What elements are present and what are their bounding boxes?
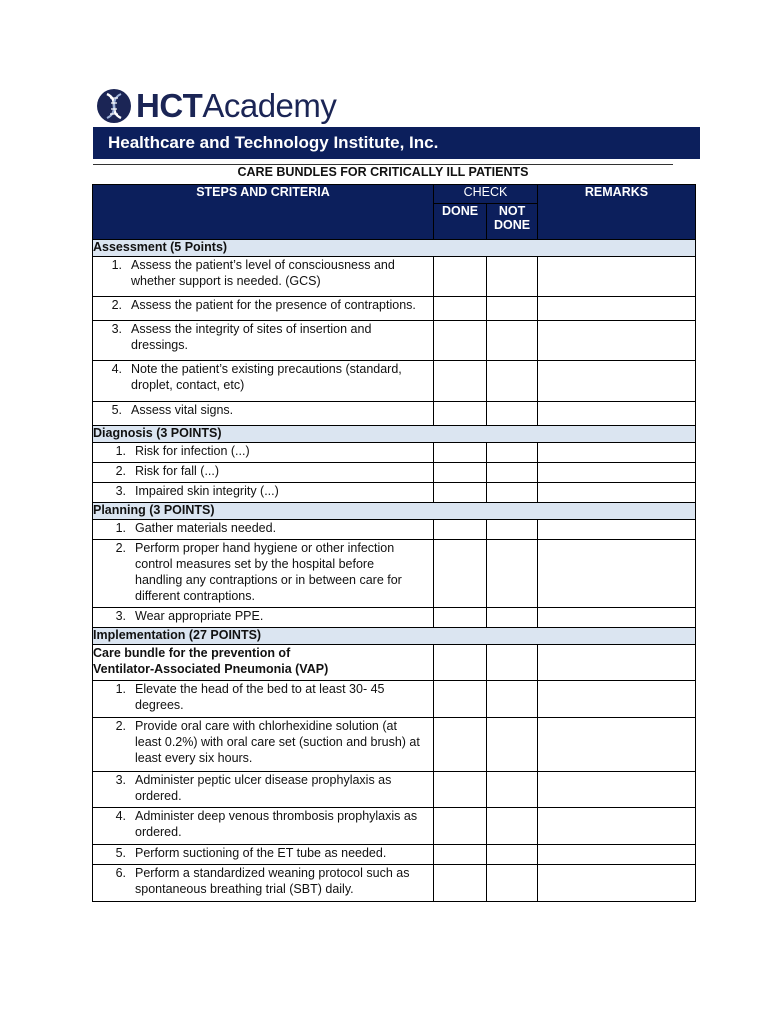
done-cell[interactable] <box>434 540 487 608</box>
not-done-cell[interactable] <box>487 540 538 608</box>
table-row <box>93 808 696 845</box>
section-row-planning <box>93 503 696 520</box>
section-label: Planning (3 POINTS) <box>93 503 696 520</box>
table-row <box>93 865 696 902</box>
not-done-cell[interactable] <box>487 865 538 902</box>
header-done: DONE <box>434 204 487 240</box>
remarks-cell[interactable] <box>538 608 696 628</box>
not-done-cell[interactable] <box>487 483 538 503</box>
step-cell: 2. Perform proper hand hygiene or other infection control measures set by the hospital before handling any contraptions or in between care for different contraptions. <box>93 540 434 608</box>
header-steps: STEPS AND CRITERIA <box>93 185 434 240</box>
not-done-cell[interactable] <box>487 520 538 540</box>
done-cell[interactable] <box>434 808 487 845</box>
section-label: Implementation (27 POINTS) <box>93 628 696 645</box>
table-row <box>93 463 696 483</box>
dna-globe-icon <box>96 88 132 124</box>
not-done-cell[interactable] <box>487 361 538 402</box>
done-cell[interactable] <box>434 361 487 402</box>
table-row <box>93 257 696 297</box>
table-row <box>93 845 696 865</box>
remarks-cell[interactable] <box>538 321 696 361</box>
not-done-cell[interactable] <box>487 645 538 681</box>
done-cell[interactable] <box>434 772 487 808</box>
step-cell: 1. Elevate the head of the bed to at least 30- 45 degrees. <box>93 681 434 718</box>
not-done-cell[interactable] <box>487 443 538 463</box>
not-done-cell[interactable] <box>487 463 538 483</box>
step-cell: 5. Assess vital signs. <box>93 402 434 426</box>
hct-logo <box>96 86 336 126</box>
not-done-cell[interactable] <box>487 608 538 628</box>
remarks-cell[interactable] <box>538 718 696 772</box>
done-cell[interactable] <box>434 608 487 628</box>
section-label: Assessment (5 Points) <box>93 240 696 257</box>
step-cell: 1. Assess the patient’s level of consciousness and whether support is needed. (GCS) <box>93 257 434 297</box>
table-row <box>93 402 696 426</box>
table-row <box>93 443 696 463</box>
vap-subheading: Care bundle for the prevention of Ventilator-Associated Pneumonia (VAP) <box>93 645 434 681</box>
remarks-cell[interactable] <box>538 845 696 865</box>
step-cell: 1. Gather materials needed. <box>93 520 434 540</box>
step-cell: 1. Risk for infection (...) <box>93 443 434 463</box>
document-title: CARE BUNDLES FOR CRITICALLY ILL PATIENTS <box>237 165 529 179</box>
done-cell[interactable] <box>434 297 487 321</box>
remarks-cell[interactable] <box>538 297 696 321</box>
done-cell[interactable] <box>434 718 487 772</box>
done-cell[interactable] <box>434 402 487 426</box>
remarks-cell[interactable] <box>538 540 696 608</box>
table-row <box>93 361 696 402</box>
not-done-cell[interactable] <box>487 808 538 845</box>
table-row <box>93 608 696 628</box>
not-done-cell[interactable] <box>487 297 538 321</box>
table-row <box>93 321 696 361</box>
remarks-cell[interactable] <box>538 361 696 402</box>
step-cell: 2. Provide oral care with chlorhexidine solution (at least 0.2%) with oral care set (suction and brush) at least every six hours. <box>93 718 434 772</box>
table-row <box>93 483 696 503</box>
step-cell: 2. Assess the patient for the presence of contraptions. <box>93 297 434 321</box>
remarks-cell[interactable] <box>538 520 696 540</box>
checklist-table <box>92 184 696 902</box>
remarks-cell[interactable] <box>538 865 696 902</box>
remarks-cell[interactable] <box>538 808 696 845</box>
remarks-cell[interactable] <box>538 402 696 426</box>
table-row <box>93 681 696 718</box>
not-done-cell[interactable] <box>487 845 538 865</box>
done-cell[interactable] <box>434 483 487 503</box>
done-cell[interactable] <box>434 681 487 718</box>
remarks-cell[interactable] <box>538 772 696 808</box>
not-done-cell[interactable] <box>487 321 538 361</box>
not-done-cell[interactable] <box>487 772 538 808</box>
table-row <box>93 520 696 540</box>
logo-wordmark: HCTAcademy <box>136 87 337 124</box>
remarks-cell[interactable] <box>538 645 696 681</box>
remarks-cell[interactable] <box>538 463 696 483</box>
done-cell[interactable] <box>434 845 487 865</box>
step-cell: 5. Perform suctioning of the ET tube as needed. <box>93 845 434 865</box>
step-cell: 3. Impaired skin integrity (...) <box>93 483 434 503</box>
subheading-row <box>93 645 696 681</box>
header-not-done: NOT DONE <box>487 204 538 240</box>
table-header-row <box>93 185 696 204</box>
remarks-cell[interactable] <box>538 681 696 718</box>
step-cell: 3. Administer peptic ulcer disease prophylaxis as ordered. <box>93 772 434 808</box>
step-cell: 6. Perform a standardized weaning protocol such as spontaneous breathing trial (SBT) daily. <box>93 865 434 902</box>
table-row <box>93 540 696 608</box>
section-row-implementation <box>93 628 696 645</box>
done-cell[interactable] <box>434 257 487 297</box>
table-row <box>93 718 696 772</box>
done-cell[interactable] <box>434 321 487 361</box>
done-cell[interactable] <box>434 463 487 483</box>
step-cell: 3. Wear appropriate PPE. <box>93 608 434 628</box>
step-cell: 4. Note the patient’s existing precautions (standard, droplet, contact, etc) <box>93 361 434 402</box>
header-check: CHECK <box>434 185 538 204</box>
section-row-diagnosis <box>93 426 696 443</box>
not-done-cell[interactable] <box>487 681 538 718</box>
step-cell: 3. Assess the integrity of sites of insertion and dressings. <box>93 321 434 361</box>
done-cell[interactable] <box>434 645 487 681</box>
table-row <box>93 772 696 808</box>
header-remarks: REMARKS <box>538 185 696 240</box>
done-cell[interactable] <box>434 520 487 540</box>
institute-banner: Healthcare and Technology Institute, Inc. <box>93 127 700 159</box>
done-cell[interactable] <box>434 443 487 463</box>
step-cell: 4. Administer deep venous thrombosis prophylaxis as ordered. <box>93 808 434 845</box>
section-label: Diagnosis (3 POINTS) <box>93 426 696 443</box>
remarks-cell[interactable] <box>538 443 696 463</box>
not-done-cell[interactable] <box>487 257 538 297</box>
section-row-assessment <box>93 240 696 257</box>
remarks-cell[interactable] <box>538 483 696 503</box>
table-row <box>93 297 696 321</box>
step-cell: 2. Risk for fall (...) <box>93 463 434 483</box>
not-done-cell[interactable] <box>487 402 538 426</box>
remarks-cell[interactable] <box>538 257 696 297</box>
not-done-cell[interactable] <box>487 718 538 772</box>
done-cell[interactable] <box>434 865 487 902</box>
